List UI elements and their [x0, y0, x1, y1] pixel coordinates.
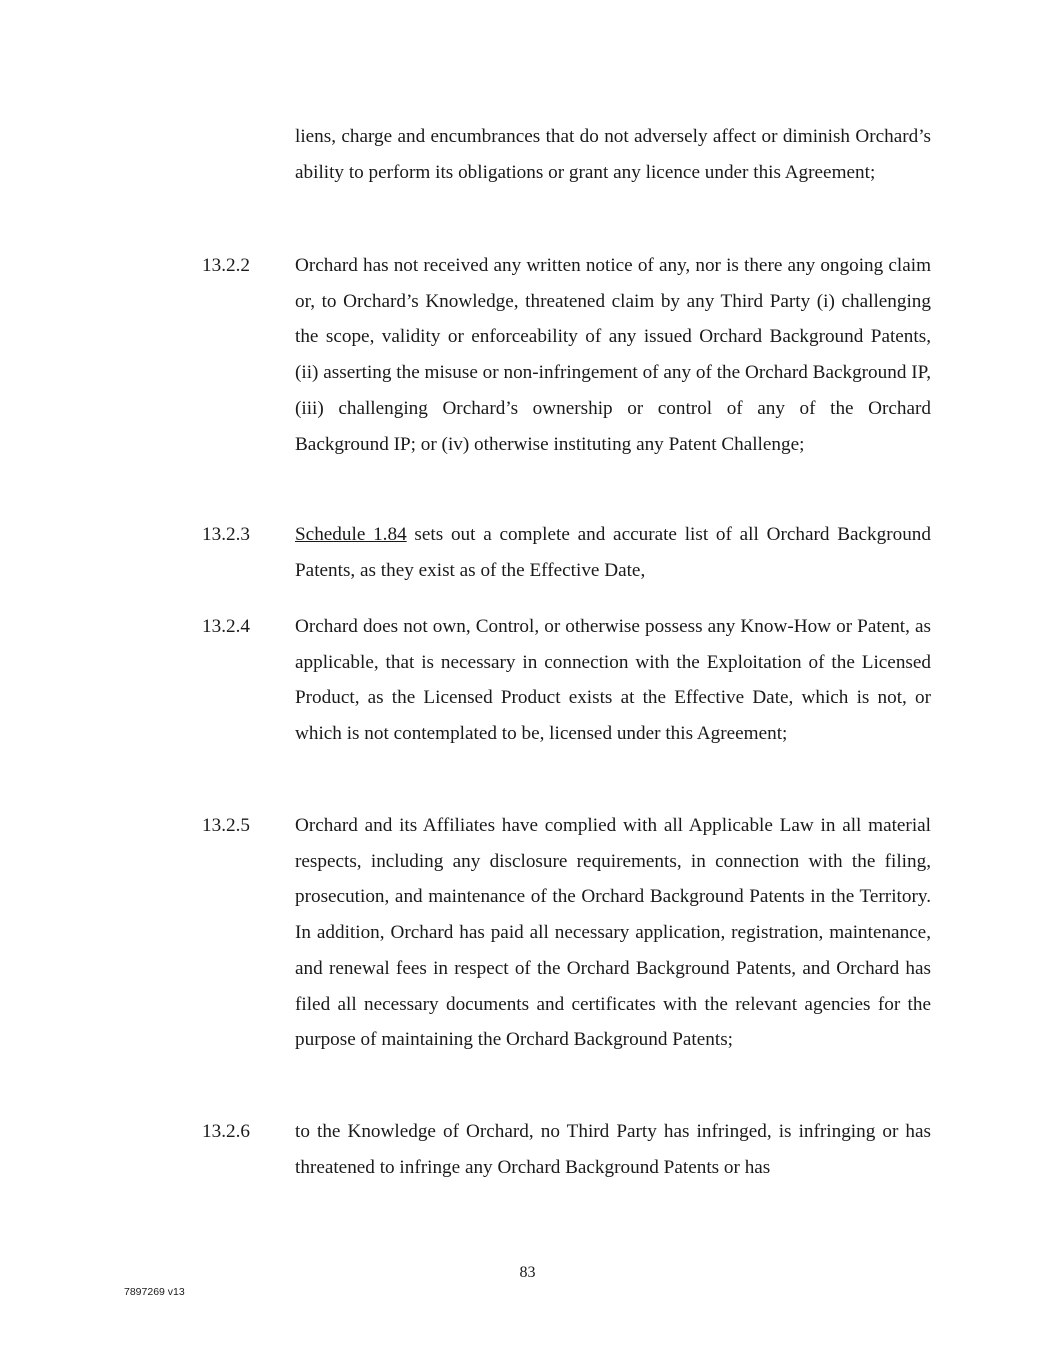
- page-number: 83: [519, 1264, 536, 1281]
- clause-text-body: sets out a complete and accurate list of all Orchard Background Patents, as they exist as of the Effective Date,: [295, 524, 931, 581]
- clause-number: 13.2.3: [202, 524, 250, 545]
- clause-number: 13.2.4: [202, 616, 250, 637]
- clause-text: Orchard has not received any written notice of any, nor is there any ongoing claim or, to Orchard’s Knowledge, threatened claim by any Third Party (i) challenging the scope, validity or enforceability of any issued Orchard Background Patents, (ii) asserting the misuse or non-infringement of any of the Orchard Background IP, (iii) challenging Orchard’s ownership or control of any of the Orchard Background IP; or (iv) otherwise instituting any Patent Challenge;: [295, 255, 931, 455]
- clause-text: Orchard does not own, Control, or otherwise possess any Know-How or Patent, as applicable, that is necessary in connection with the Exploitation of the Licensed Product, as the Licensed Product exists at the Effective Date, which is not, or which is not contemplated to be, licensed under this Agreement;: [295, 616, 931, 745]
- clause-text: Orchard and its Affiliates have complied with all Applicable Law in all material respects, including any disclosure requirements, in connection with the filing, prosecution, and maintenance of the Orchard Background Patents in the Territory. In addition, Orchard has paid all necessary application, registration, maintenance, and renewal fees in respect of the Orchard Background Patents, and Orchard has filed all necessary documents and certificates with the relevant agencies for the purpose of maintaining the Orchard Background Patents;: [295, 815, 931, 1051]
- schedule-reference-link[interactable]: Schedule 1.84: [295, 524, 407, 545]
- clause-text: to the Knowledge of Orchard, no Third Party has infringed, is infringing or has threatened to infringe any Orchard Background Patents or has: [295, 1121, 931, 1178]
- continuation-paragraph: liens, charge and encumbrances that do not adversely affect or diminish Orchard’s ability to perform its obligations or grant any licence under this Agreement;: [295, 126, 931, 183]
- clause-text: [295, 517, 931, 588]
- document-id: 7897269 v13: [124, 1286, 185, 1298]
- clause-number: 13.2.5: [202, 815, 250, 836]
- clause-number: 13.2.2: [202, 255, 250, 276]
- clause-number: 13.2.6: [202, 1121, 250, 1142]
